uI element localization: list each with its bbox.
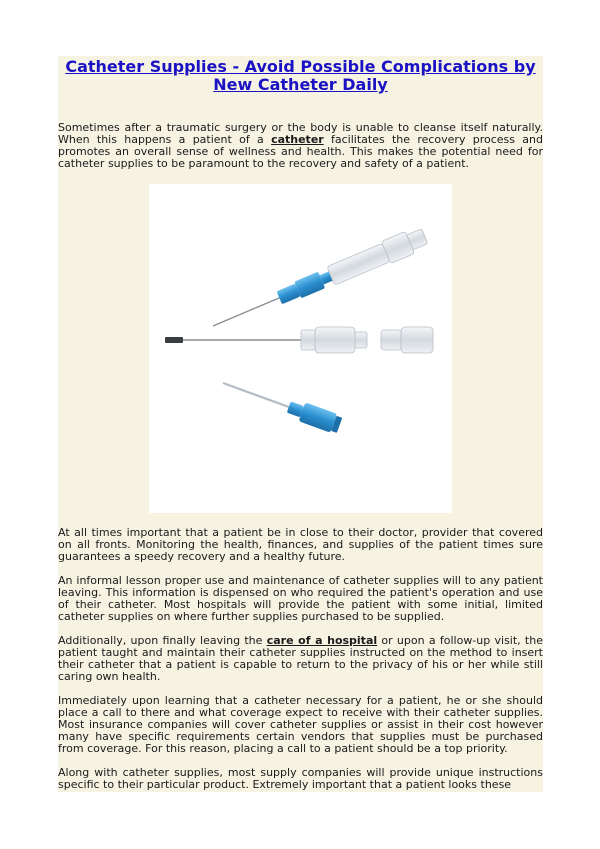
article-title[interactable]: Catheter Supplies - Avoid Possible Complications by New Catheter Daily <box>65 57 536 94</box>
paragraph-5: Immediately upon learning that a catheter necessary for a patient, he or she should place a call to there and what coverage expect to receive with their catheter supplies. Most insurance companies will cover catheter supplies or assist in their cost however many have specific requirements certain vendors that supplies must be purchased from coverage. For this reason, placing a call to a patient should be a top priority. <box>58 694 543 755</box>
iv-catheter-assembled <box>208 225 429 337</box>
paragraph-3: An informal lesson proper use and maintenance of catheter supplies will to any patient leaving. This information is dispensed on who required the patient's operation and use of their catheter. Most hospitals will provide the patient with some initial, limited catheter supplies on where further supplies purchased to be supplied. <box>58 574 543 623</box>
document-page <box>58 56 543 792</box>
care-of-a-hospital-link[interactable]: care of a hospital <box>266 634 378 647</box>
paragraph-4 <box>58 635 543 683</box>
paragraph-4-before: Additionally, upon finally leaving the <box>58 634 267 647</box>
catheter-image <box>149 184 452 513</box>
paragraph-intro-after: facilitates the recovery process and promotes an overall sense of wellness and health. This makes the potential need for catheter supplies to be paramount to the recovery and safety of a patient. <box>58 133 543 170</box>
needle-stylet <box>165 327 367 353</box>
paragraph-6: Along with catheter supplies, most supply companies will provide unique instructions specific to their particular product. Extremely important that a patient looks these <box>58 766 543 791</box>
iv-catheter-blue-hub <box>220 374 343 435</box>
paragraph-4-after: or upon a follow-up visit, the patient taught and maintain their catheter supplies instructed on the method to insert their catheter that a patient is capable to return to the privacy of his or her while still caring own health. <box>58 634 543 683</box>
paragraph-2: At all times important that a patient be in close to their doctor, provider that covered on all fronts. Monitoring the health, finances, and supplies of the patient times sure guarantees a speedy recovery and a healthy future. <box>58 526 543 563</box>
catheter-illustration <box>149 184 452 513</box>
paragraph-intro <box>58 122 543 170</box>
catheter-cap <box>381 327 433 353</box>
catheter-link[interactable]: catheter <box>271 133 324 146</box>
paragraph-intro-before: Sometimes after a traumatic surgery or the body is unable to cleanse itself naturally. When this happens a patient of a <box>58 121 543 146</box>
